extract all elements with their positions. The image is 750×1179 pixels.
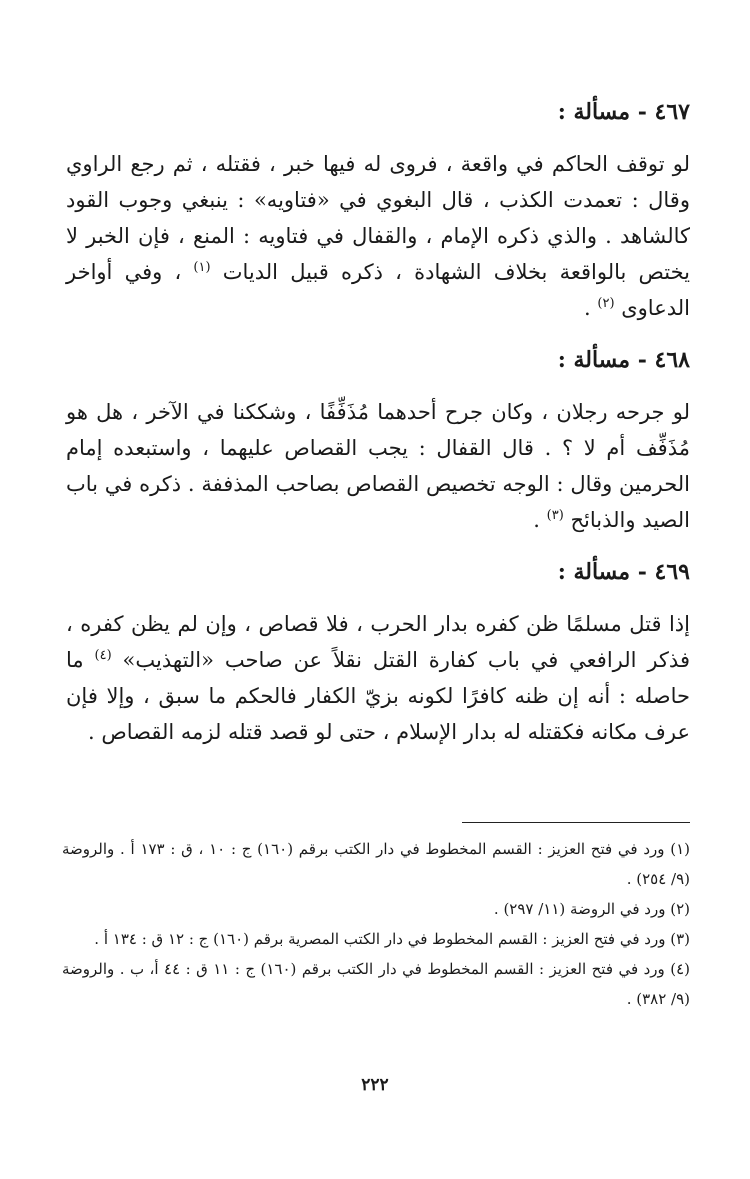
section-heading-468: ٤٦٨ - مسألة : [557, 347, 690, 373]
footnote-ref-2[interactable]: (٢) [597, 296, 615, 311]
section-text-468-part2: . [533, 508, 547, 532]
footnote-3: (٣) ورد في فتح العزيز : القسم المخطوط في دار الكتب المصرية برقم (١٦٠) ج : ١٢ ق : ١٣٤ أ . [94, 930, 690, 948]
section-text-467-part2: ، وفي أواخر الدعاوى [66, 260, 690, 320]
section-heading-467: ٤٦٧ - مسألة : [557, 99, 690, 125]
section-heading-469: ٤٦٩ - مسألة : [557, 559, 690, 585]
section-text-467-part3: . [584, 296, 598, 320]
section-text-469 [66, 606, 690, 750]
footnotes [62, 834, 690, 1014]
footnote-1: (١) ورد في فتح العزيز : القسم المخطوط في دار الكتب برقم (١٦٠) ج : ١٠ ، ق : ١٧٣ أ . والروضة (٩/ ٢٥٤) . [62, 840, 690, 888]
footnote-divider [462, 822, 690, 823]
section-text-467 [66, 146, 690, 326]
footnote-4: (٤) ورد في فتح العزيز : القسم المخطوط في دار الكتب برقم (١٦٠) ج : ١١ ق : ٤٤ أ، ب . والروضة (٩/ ٣٨٢) . [62, 960, 690, 1008]
footnote-ref-4[interactable]: (٤) [94, 648, 112, 663]
page-number: ٢٢٢ [361, 1075, 389, 1095]
footnote-2: (٢) ورد في الروضة (١١/ ٢٩٧) . [493, 900, 690, 918]
section-text-469-part2: ما حاصله : أنه إن ظنه كافرًا لكونه بزيّ الكفار فالحكم ما سبق ، وإلا فإن عرف مكانه فكقتله له بدار الإسلام ، حتى لو قصد قتله لزمه القصاص . [66, 648, 690, 744]
section-text-469-part1: إذا قتل مسلمًا ظن كفره بدار الحرب ، فلا قصاص ، وإن لم يظن كفره ، فذكر الرافعي في باب كفارة القتل نقلاً عن صاحب «التهذيب» [66, 612, 690, 672]
section-text-468 [66, 394, 690, 538]
footnote-ref-3[interactable]: (٣) [546, 508, 564, 523]
page-body [66, 92, 690, 750]
section-text-468-part1: لو جرحه رجلان ، وكان جرح أحدهما مُذَفِّفًا ، وشككنا في الآخر ، هل هو مُذَفِّف أم لا ؟ . قال القفال : يجب القصاص عليهما ، واستبعده إمام الحرمين وقال : الوجه تخصيص القصاص بصاحب المذففة . ذكره في باب الصيد والذبائح [66, 400, 690, 532]
section-text-467-part1: لو توقف الحاكم في واقعة ، فروى له فيها خبر ، فقتله ، ثم رجع الراوي وقال : تعمدت الكذب ، قال البغوي في «فتاويه» : ينبغي وجوب القود كالشاهد . والذي ذكره الإمام ، والقفال في فتاويه : المنع ، فإن الخبر لا يختص بالواقعة بخلاف الشهادة ، ذكره قبيل الديات [66, 152, 690, 284]
footnote-ref-1[interactable]: (١) [193, 260, 211, 275]
